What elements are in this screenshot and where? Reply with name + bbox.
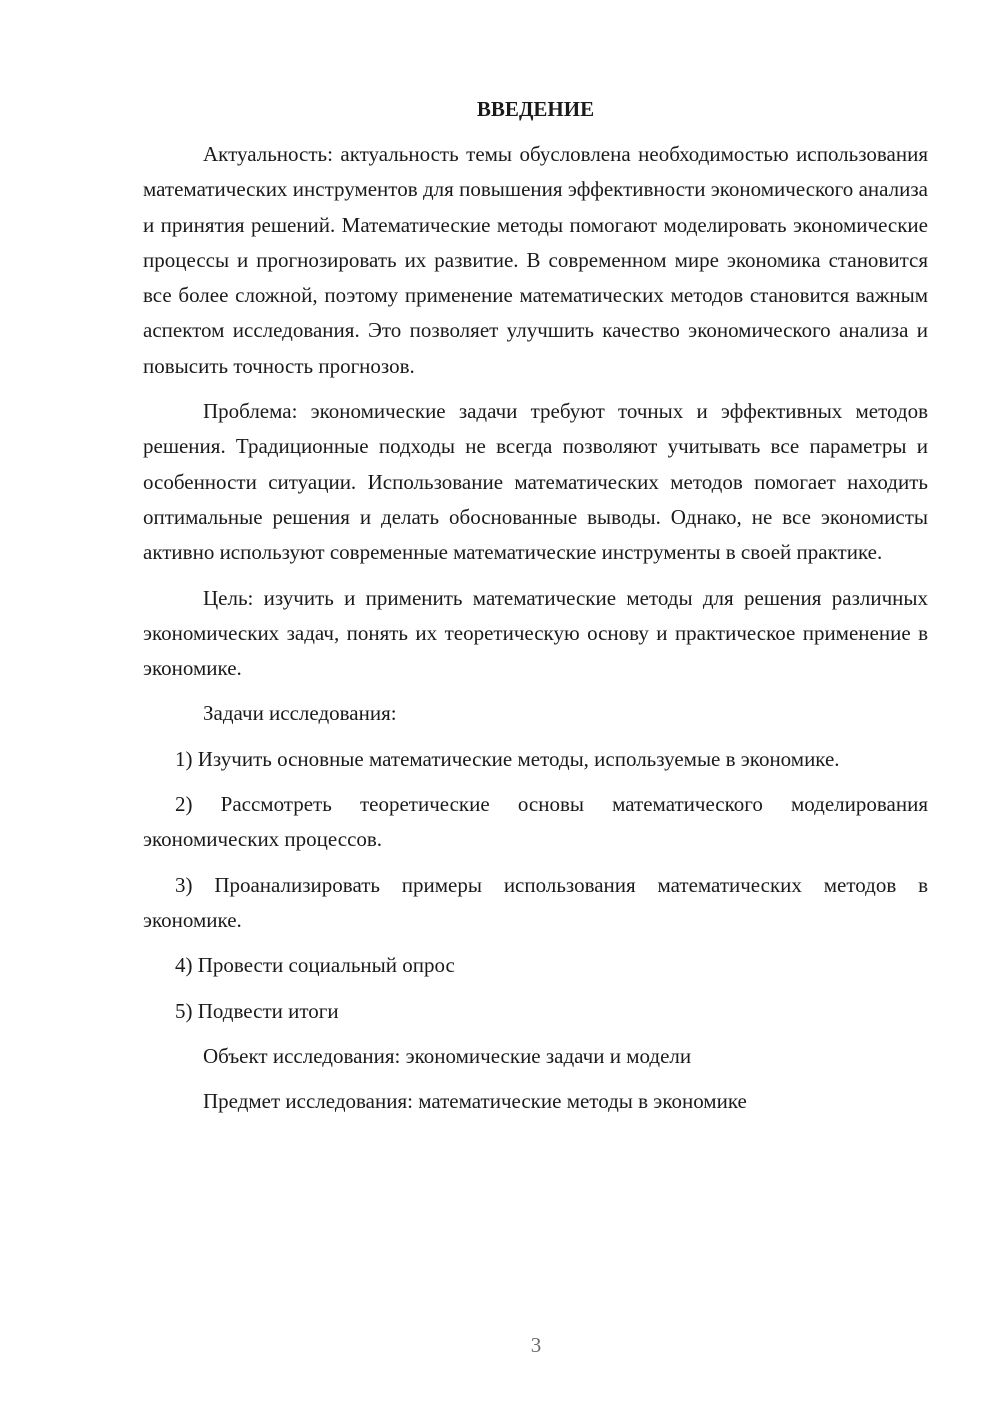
paragraph-relevance: Актуальность: актуальность темы обусловлена необходимостью использования математических инструментов для повышения эффективности экономического анализа и принятия решений. Математические методы помогают моделировать экономические процессы и прогнозировать их развитие. В современном мире экономика становится все более сложной, поэтому применение математических методов становится важным аспектом исследования. Это позволяет улучшить качество экономического анализа и повысить точность прогнозов. <box>143 142 928 378</box>
paragraph-goal: Цель: изучить и применить математические методы для решения различных экономических задач, понять их теоретическую основу и практическое применение в экономике. <box>143 585 928 681</box>
list-item-task-1: 1) Изучить основные математические методы, используемые в экономике. <box>175 746 840 771</box>
paragraph-subject: Предмет исследования: математические методы в экономике <box>203 1089 747 1114</box>
list-item-task-2: 2) Рассмотреть теоретические основы математического моделирования экономических процессов. <box>143 792 928 852</box>
list-item-task-5: 5) Подвести итоги <box>175 998 339 1023</box>
page-number: 3 <box>530 1333 542 1357</box>
document-page <box>143 92 928 1119</box>
page-title: ВВЕДЕНИЕ <box>476 97 595 121</box>
paragraph-problem: Проблема: экономические задачи требуют точных и эффективных методов решения. Традиционные подходы не всегда позволяют учитывать все параметры и особенности ситуации. Использование математических методов помогает находить оптимальные решения и делать обоснованные выводы. Однако, не все экономисты активно используют современные математические инструменты в своей практике. <box>143 399 928 565</box>
list-item-task-3: 3) Проанализировать примеры использования математических методов в экономике. <box>143 872 928 932</box>
paragraph-object: Объект исследования: экономические задачи и модели <box>203 1043 692 1068</box>
list-item-task-4: 4) Провести социальный опрос <box>175 953 455 978</box>
tasks-heading: Задачи исследования: <box>203 701 397 726</box>
